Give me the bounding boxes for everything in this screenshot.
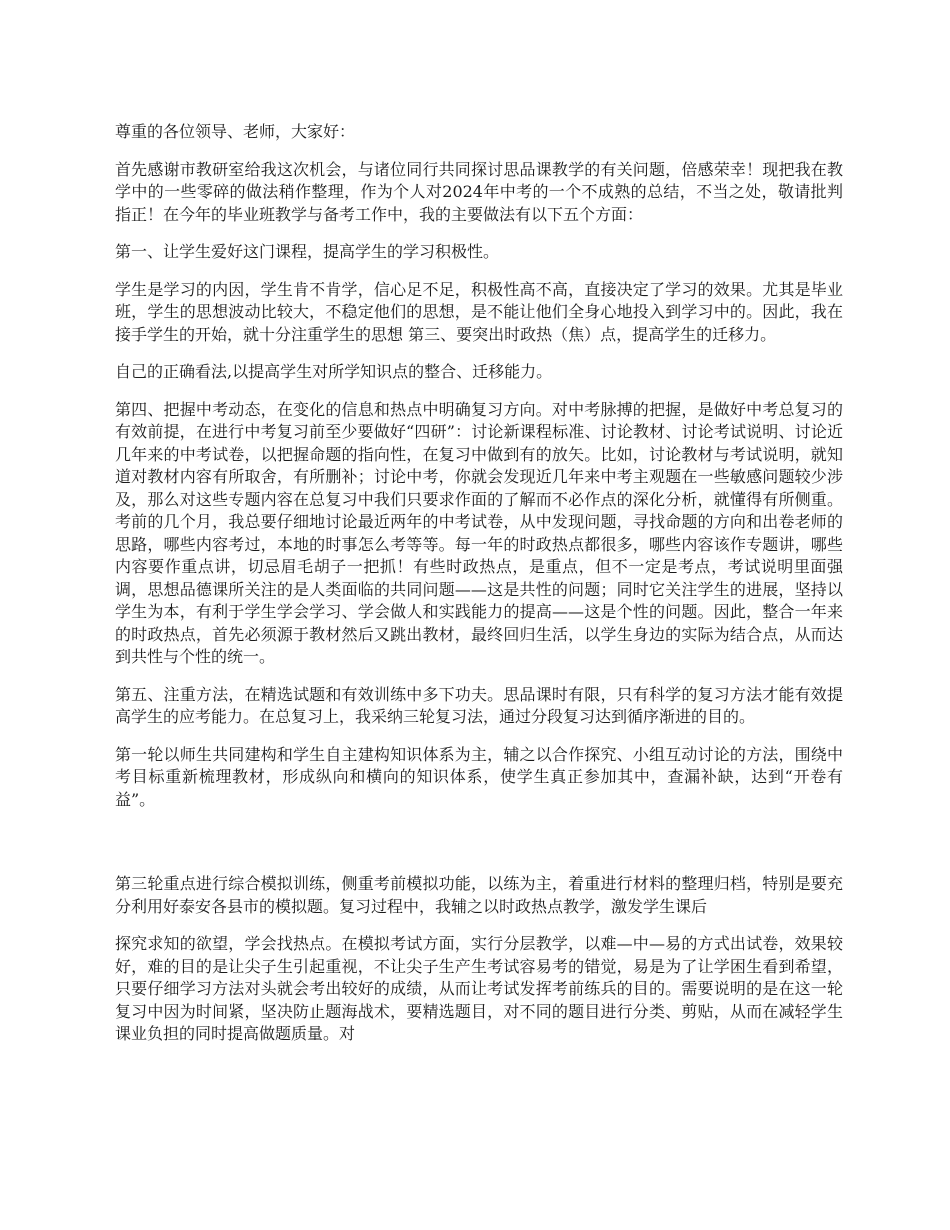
greeting: 尊重的各位领导、老师，大家好： — [115, 122, 356, 141]
paragraph-integration: 自己的正确看法,以提高学生对所学知识点的整合、迁移能力。 — [115, 362, 553, 381]
document-body — [115, 121, 843, 1061]
paragraph-motivation: 学生是学习的内因，学生肯不肯学，信心足不足，积极性高不高，直接决定了学习的效果。尤其是毕业班，学生的思想波动比较大，不稳定他们的思想，是不能让他们全身心地投入到学习中的。因此，我在接手学生的开始，就十分注重学生的思想 第三、要突出时政热（焦）点，提高学生的迁移力。 — [115, 279, 843, 344]
paragraph-exam-practice: 探究求知的欲望，学会找热点。在模拟考试方面，实行分层教学，以难—中—易的方式出试卷，效果较好，难的目的是让尖子生引起重视，不让尖子生产生考试容易考的错觉，易是为了让学困生看到希望，只要仔细学习方法对头就会考出较好的成绩，从而让考试发挥考前练兵的目的。需要说明的是在这一轮复习中因为时间紧，坚决防止题海战术，要精选题目，对不同的题目进行分类、剪贴，从而在减轻学生课业负担的同时提高做题质量。对 — [115, 934, 843, 1043]
section-heading-4: 第四、把握中考动态，在变化的信息和热点中明确复习方向。对中考脉搏的把握，是做好中考总复习的有效前提，在进行中考复习前至少要做好“四研”：讨论新课程标准、讨论教材、讨论考试说明、讨论近几年来的中考试卷，以把握命题的指向性，在复习中做到有的放矢。比如，讨论教材与考试说明，就知道对教材内容有所取舍，有所删补；讨论中考，你就会发现近几年来中考主观题在一些敏感问题较少涉及，那么对这些专题内容在总复习中我们只要求作面的了解而不必作点的深化分析，就懂得有所侧重。考前的几个月，我总要仔细地讨论最近两年的中考试卷，从中发现问题，寻找命题的方向和出卷老师的思路，哪些内容考过，本地的时事怎么考等等。每一年的时政热点都很多，哪些内容该作专题讲，哪些内容要作重点讲，切忌眉毛胡子一把抓！有些时政热点，是重点，但不一定是考点，考试说明里面强调，思想品德课所关注的是人类面临的共同问题——这是共性的问题；同时它关注学生的进展，坚持以学生为本，有利于学生学会学习、学会做人和实践能力的提高——这是个性的问题。因此，整合一年来的时政热点，首先必须源于教材然后又跳出教材，最终回归生活，以学生身边的实际为结合点，从而达到共性与个性的统一。 — [115, 399, 843, 666]
intro-paragraph: 首先感谢市教研室给我这次机会，与诸位同行共同探讨思品课教学的有关问题，倍感荣幸！现把我在教学中的一些零碎的做法稍作整理，作为个人对2024年中考的一个不成熟的总结，不当之处，敬请批判指正！在今年的毕业班教学与备考工作中，我的主要做法有以下五个方面： — [115, 159, 843, 224]
paragraph-third-round: 第三轮重点进行综合模拟训练，侧重考前模拟功能，以练为主，着重进行材料的整理归档，特别是要充分利用好泰安各县市的模拟题。复习过程中，我辅之以时政热点教学，激发学生课后 — [115, 874, 843, 916]
section-heading-5: 第五、注重方法，在精选试题和有效训练中多下功夫。思品课时有限，只有科学的复习方法才能有效提高学生的应考能力。在总复习上，我采纳三轮复习法，通过分段复习达到循序渐进的目的。 — [115, 684, 843, 726]
paragraph-first-round: 第一轮以师生共同建构和学生自主建构知识体系为主，辅之以合作探究、小组互动讨论的方法，围绕中考目标重新梳理教材，形成纵向和横向的知识体系，使学生真正参加其中，查漏补缺，达到“开卷有益”。 — [115, 744, 843, 809]
section-heading-1: 第一、让学生爱好这门课程，提高学生的学习积极性。 — [115, 242, 500, 261]
